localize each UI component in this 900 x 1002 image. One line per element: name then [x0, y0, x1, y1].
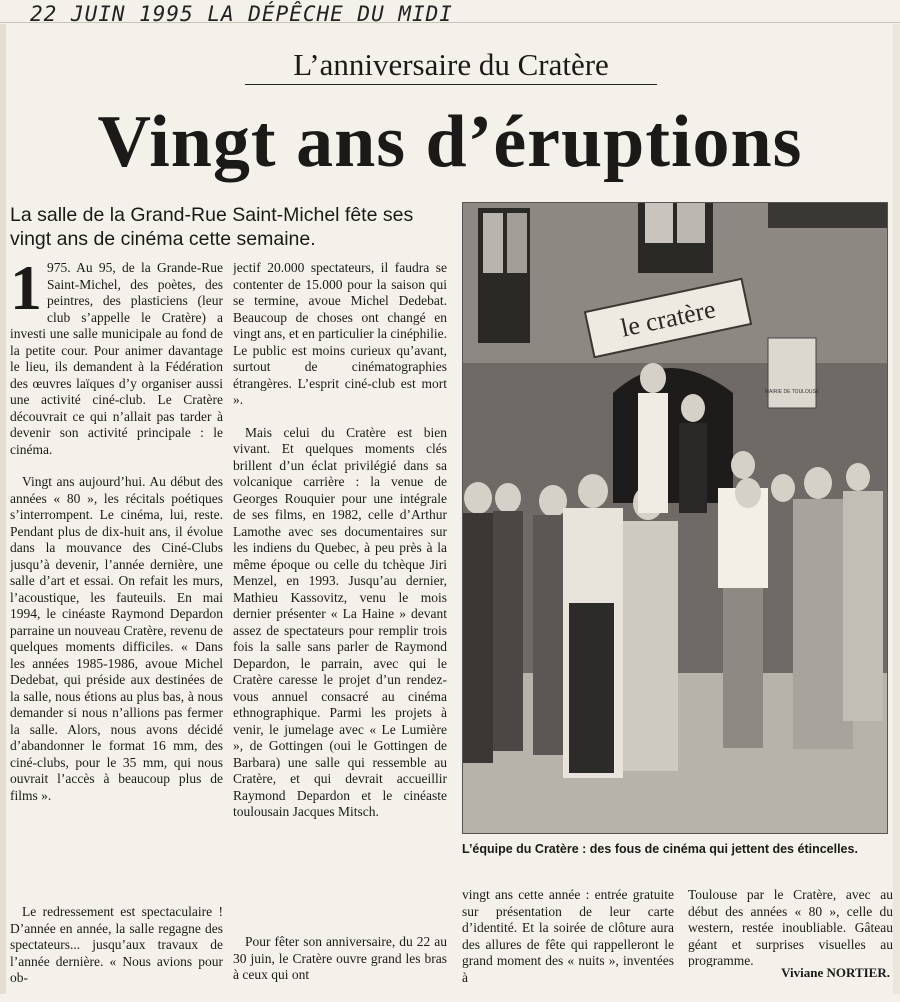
subhead: La salle de la Grand-Rue Saint-Michel fête ses vingt ans de cinéma cette semaine.: [10, 204, 414, 250]
article-column-3: [462, 887, 674, 987]
person-body: [679, 423, 707, 513]
plaque-text: MAIRIE DE TOULOUSE: [764, 389, 820, 395]
person-head: [464, 482, 492, 514]
window-pane: [645, 203, 673, 243]
team-photo-illustration: [463, 203, 887, 833]
clipping-top-edge: [0, 22, 900, 23]
person-head: [804, 467, 832, 499]
handwritten-date-note: 22 JUIN 1995 LA DÉPÊCHE DU MIDI: [30, 2, 453, 26]
article-column-4: [688, 887, 893, 967]
author-signature: Viviane NORTIER.: [781, 965, 890, 980]
article-column-1: [10, 260, 223, 900]
person-head: [578, 474, 608, 508]
person-body: [843, 491, 883, 721]
col1-p1-text: 975. Au 95, de la Grande-Rue Saint-Michel, des poètes, des peintres, des plasticiens (leur club s’appelle le Cratère) a investi une salle municipale au fond de la petite cour. Pour animer davantage le lieu, ils demandent à la Fédération des œuvres laïques d’y organiser aussi une activité ciné-club. Le Cratère découvrait ce qui n’allait pas tarder à devenir son activité principale : le cinéma.: [10, 260, 223, 457]
person-body: [638, 393, 668, 513]
photo-caption: L’équipe du Cratère : des fous de cinéma qui jettent des étincelles.: [462, 842, 858, 856]
article-column-2: [233, 260, 447, 920]
window-pane: [677, 203, 705, 243]
person-legs: [723, 588, 763, 748]
person-head: [735, 478, 761, 508]
col1-paragraph-3: Le redressement est spectaculaire ! D’année en année, la salle regagne des spectateurs... jusqu’aux travaux de l’année dernière. « Nous avions pour ob-: [10, 904, 223, 985]
person-head: [771, 474, 795, 502]
person-legs: [569, 603, 614, 773]
drop-cap: 1: [10, 260, 42, 323]
article-column-2-bottom: [233, 934, 447, 1000]
person-body: [493, 511, 523, 751]
col4-paragraph-1: Toulouse par le Cratère, avec au début des années « 80 », celle du western, restée inoubliable. Gâteau géant et surprises visuelles au programme.: [688, 887, 893, 967]
headline: Vingt ans d’éruptions: [97, 101, 803, 183]
doorway: [613, 368, 733, 503]
kicker-block: [245, 48, 657, 85]
kicker: L’anniversaire du Cratère: [293, 47, 609, 82]
person-body: [623, 521, 678, 771]
person-head: [640, 363, 666, 393]
person-body: [463, 513, 493, 763]
person-head: [731, 451, 755, 479]
person-head: [846, 463, 870, 491]
col2-paragraph-1: jectif 20.000 spectateurs, il faudra se contenter de 15.000 pour la saison qui se termine, avoue Michel Dedebat. Beaucoup de choses ont changé en vingt ans, et en particulier la cinéphilie. Le public est moins curieux qu’avant, surtout de cinématographies étrangères. L’esprit ciné-club est mort ».: [233, 260, 447, 407]
col3-paragraph-1: vingt ans cette année : entrée gratuite sur présentation de leur carte d’identité. Et la soirée de clôture aura des allures de fête qui rappelleront le grand moment des « nuits », inventées à: [462, 887, 674, 985]
svg-text:le cratère: le cratère: [618, 294, 719, 343]
article-column-1-bottom: [10, 904, 223, 1000]
col2-paragraph-2: Mais celui du Cratère est bien vivant. Et quelques moments clés brillent d’un éclat privilégié dans sa volcanique carrière : la venue de Georges Rouquier pour une intégrale de ses films, en 1982, celle d’Arthur Lamothe avec ses documentaires sur les indiens du Quebec, à peu près à la même époque ou celle du tchèque Jiri Menzel, en 1993. Jusqu’au dernier, Mathieu Kassovitz, venu le mois dernier présenter « La Haine » devant assez de spectateurs pour remplir trois fois la salle sans parler de Raymond Depardon, le parrain, avec qui le Cratère caresse le projet d’un rendez-vous annuel consacré au cinéma ethnographique. Parmi les projets à venir, le jumelage avec « Le Lumière », de Gottingen (oui le Gottingen de Barbara) une salle qui ressemble au Cratère, et qui devrait accueillir Raymond Depardon et le cinéaste toulousain Jacques Mitsch.: [233, 424, 447, 819]
person-head: [495, 483, 521, 513]
person-head: [681, 394, 705, 422]
mairie-plaque: [768, 338, 816, 408]
col2-paragraph-3: Pour fêter son anniversaire, du 22 au 30 juin, le Cratère ouvre grand les bras à ceux qui ont: [233, 934, 447, 982]
window-pane: [483, 213, 503, 273]
person-head: [539, 485, 567, 517]
team-photo: [462, 202, 888, 834]
col1-paragraph-1: [10, 260, 223, 458]
col1-paragraph-2: Vingt ans aujourd’hui. Au début des années « 80 », les récitals poétiques s’interrompent. Le cinéma, lui, reste. Pendant plus de dix-huit ans, il évolue dans la mouvance des Ciné-Clubs jusqu’à devenir, l’année dernière, une salle d’art et essai. On refait les murs, l’acoustique, les fauteuils. En mai 1994, le cinéaste Raymond Depardon parraine un nouveau Cratère, revenu de quelques moments difficiles. « Dans les années 1985-1986, avoue Michel Dedebat, qui préside aux destinées de la salle, nous étions au plus bas, à nous demander si nous n’allions pas fermer la salle. Alors, nous avons décidé d’abandonner le format 16 mm, des ciné-clubs, pour le 35 mm, qui nous ouvrait l’accès à beaucoup plus de films ».: [10, 474, 223, 803]
window-pane: [507, 213, 527, 273]
window-right: [768, 203, 887, 228]
kicker-underline: [245, 84, 657, 85]
